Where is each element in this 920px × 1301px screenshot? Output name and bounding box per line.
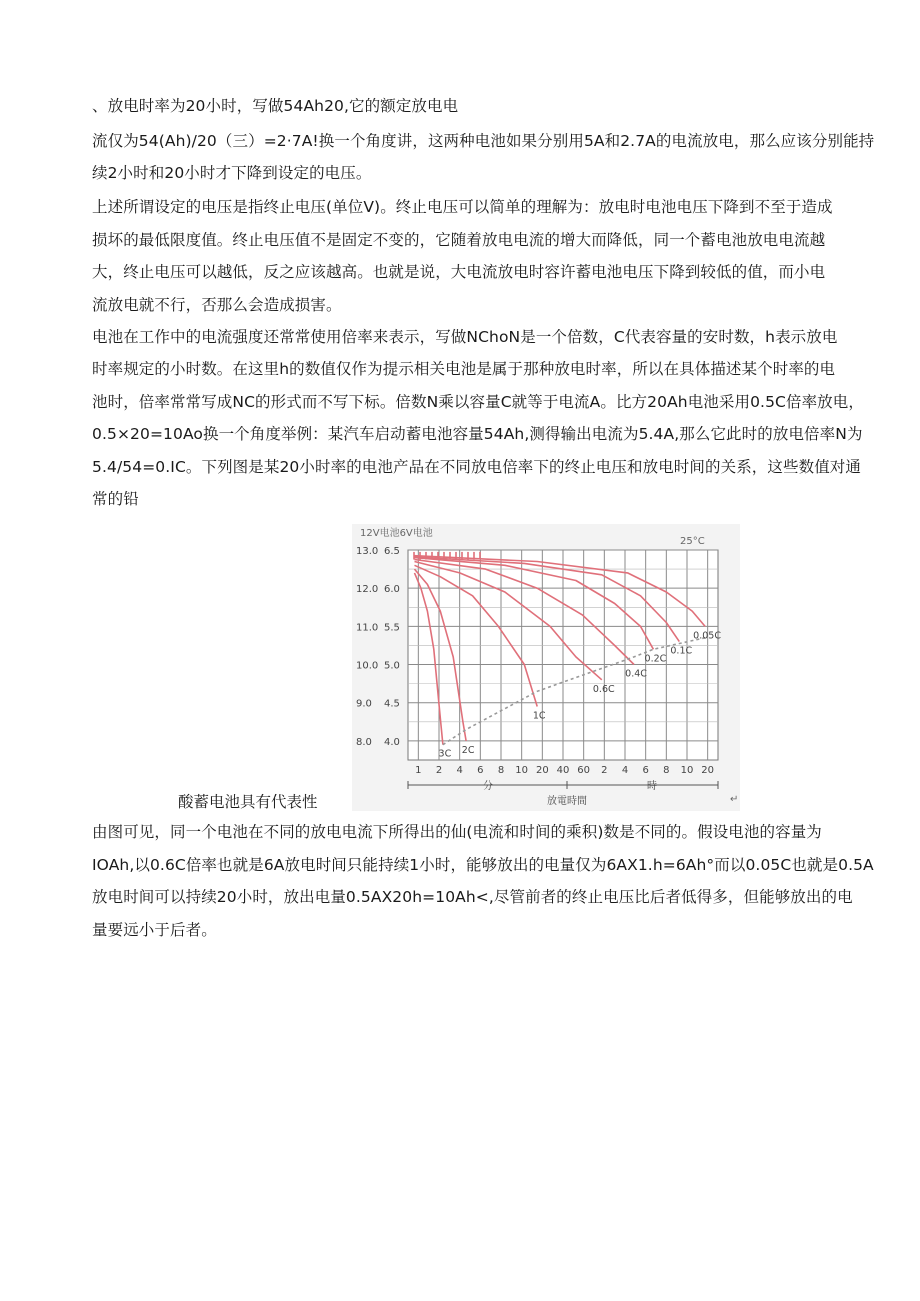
x-tick-label: 8 — [497, 765, 505, 776]
y-tick-label-6v: 6.0 — [384, 584, 400, 596]
chart-title: 12V电池6V电池 — [360, 528, 433, 539]
x-tick-label: 20 — [701, 765, 715, 776]
text-line: 上述所谓设定的电压是指终止电压(单位V)。终止电压可以简单的理解为：放电时电池电压下降到不至于造成 — [92, 198, 833, 216]
paragraph-mark: ↵ — [730, 794, 739, 805]
minutes-label: 分 — [483, 781, 493, 792]
curve-label: 3C — [438, 748, 452, 760]
curve-label: 0.2C — [644, 653, 667, 665]
x-tick-label: 10 — [680, 765, 694, 776]
y-tick-label-12v: 11.0 — [356, 622, 379, 634]
x-tick-label: 2 — [601, 765, 608, 776]
curve-label: 0.6C — [592, 683, 615, 695]
figure-caption: 酸蓄电池具有代表性 — [178, 793, 318, 811]
x-tick-label: 60 — [577, 765, 591, 776]
x-tick-label: 4 — [621, 765, 629, 776]
x-tick-label: 10 — [515, 765, 529, 776]
text-line: 、放电时率为20小时，写做54Ah20,它的额定放电电 — [92, 97, 459, 115]
text-line: 5.4/54=0.IC。下列图是某20小时率的电池产品在不同放电倍率下的终止电压和放电时间的关系，这些数值对通 — [92, 458, 861, 476]
curve-label: 0.05C — [693, 630, 721, 642]
text-line: 续2小时和20小时才下降到设定的电压。 — [92, 164, 372, 182]
y-tick-label-12v: 10.0 — [356, 660, 379, 672]
x-tick-label: 6 — [477, 765, 484, 776]
x-tick-label: 20 — [535, 765, 549, 776]
x-axis-title: 放電時間 — [547, 796, 587, 807]
y-tick-label-6v: 4.5 — [384, 698, 400, 710]
text-line: 常的铅 — [92, 490, 139, 508]
curve-label: 0.4C — [625, 668, 647, 680]
text-line: 时率规定的小时数。在这里h的数值仅作为提示相关电池是属于那种放电时率，所以在具体描述某个时率的电 — [92, 360, 836, 378]
text-line: 损坏的最低限度值。终止电压值不是固定不变的，它随着放电电流的增大而降低，同一个蓄电池放电电流越 — [92, 231, 826, 249]
y-tick-label-6v: 5.5 — [384, 622, 400, 634]
curve-label: 0.1C — [670, 645, 693, 657]
y-tick-label-6v: 6.5 — [384, 546, 400, 557]
text-line: 流仅为54(Ah)/20（三）=2·7A!换一个角度讲，这两种电池如果分别用5A和2.7A的电流放电，那么应该分别能持 — [92, 132, 875, 150]
discharge-chart-figure — [352, 524, 740, 811]
text-line: 池时，倍率常常写成NC的形式而不写下标。倍数N乘以容量C就等于电流A。比方20Ah电池采用0.5C倍率放电， — [92, 393, 864, 411]
text-line: 0.5×20=10Ao换一个角度举例：某汽车启动蓄电池容量54Ah,测得输出电流为5.4A,那么它此时的放电倍率N为 — [92, 425, 863, 443]
curve-label: 1C — [532, 710, 546, 722]
y-tick-label-12v: 13.0 — [356, 546, 379, 557]
x-tick-label: 8 — [663, 765, 670, 776]
text-line: 由图可见，同一个电池在不同的放电电流下所得出的仙(电流和时间的乘积)数是不同的。假设电池的容量为 — [92, 823, 822, 841]
y-tick-label-12v: 8.0 — [356, 736, 372, 748]
y-tick-label-12v: 12.0 — [356, 584, 379, 596]
text-line: 大，终止电压可以越低，反之应该越高。也就是说，大电流放电时容许蓄电池电压下降到较低的值，而小电 — [92, 263, 826, 281]
x-tick-label: 6 — [642, 765, 649, 776]
x-axis-labels — [415, 765, 714, 776]
x-tick-label: 2 — [435, 765, 443, 776]
x-tick-label: 4 — [456, 765, 463, 776]
x-tick-label: 40 — [556, 765, 570, 776]
y-tick-label-6v: 5.0 — [384, 660, 400, 672]
text-line: IOAh,以0.6C倍率也就是6A放电时间只能持续1小时，能够放出的电量仅为6AX1.h=6Ah°而以0.05C也就是0.5A — [92, 856, 874, 874]
x-tick-label: 1 — [415, 765, 422, 776]
y-tick-label-6v: 4.0 — [384, 736, 400, 748]
text-line: 放电时间可以持续20小时，放出电量0.5AX20h=10Ah<,尽管前者的终止电压比后者低得多，但能够放出的电 — [92, 888, 853, 906]
text-line: 电池在工作中的电流强度还常常使用倍率来表示，写做NChoN是一个倍数，C代表容量的安时数，h表示放电 — [92, 328, 838, 346]
curve-label: 2C — [461, 744, 475, 756]
text-line: 流放电就不行，否那么会造成损害。 — [92, 296, 342, 314]
discharge-chart — [352, 524, 740, 811]
text-line: 量要远小于后者。 — [92, 921, 217, 939]
hours-label: 時 — [647, 781, 657, 792]
chart-temperature-label: 25°C — [680, 536, 705, 547]
y-tick-label-12v: 9.0 — [356, 698, 372, 710]
